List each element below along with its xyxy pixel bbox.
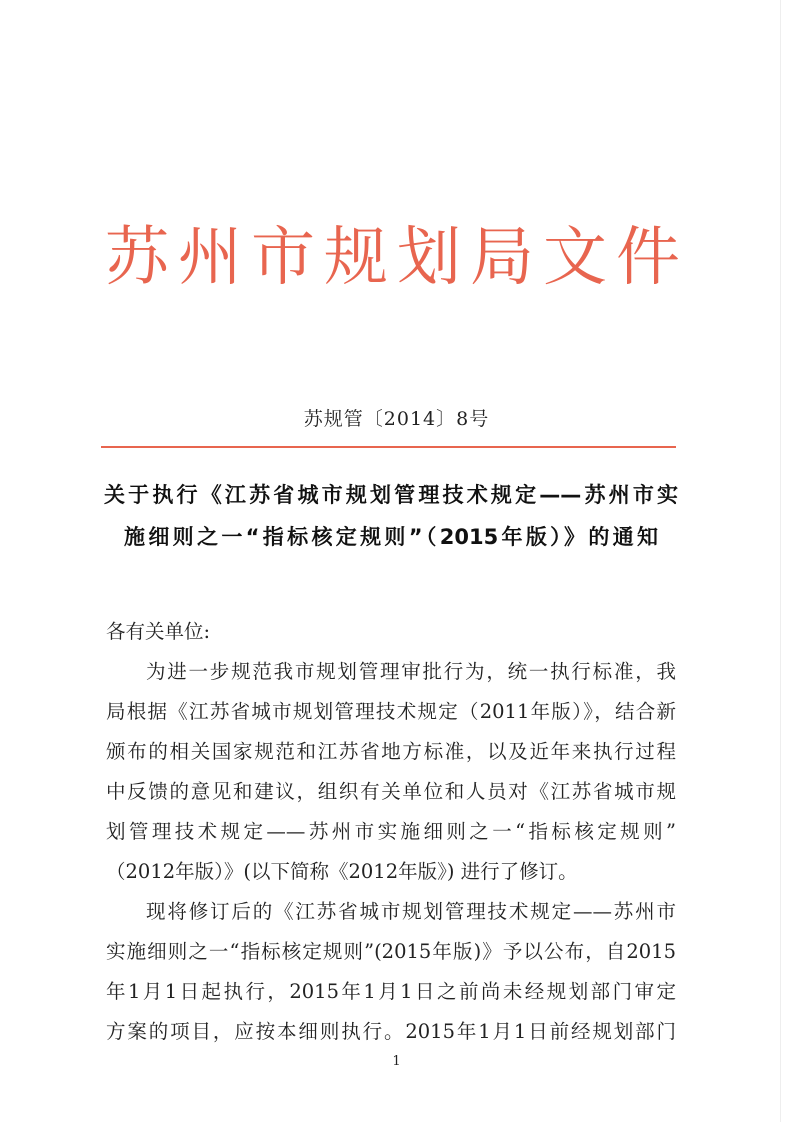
paragraph-line: 方案的项目，应按本细则执行。2015年1月1日前经规划部门 bbox=[106, 1020, 676, 1043]
notice-title-line: 施细则之一“指标核定规则”（2015年版）》的通知 bbox=[124, 525, 658, 549]
salutation: 各有关单位: bbox=[106, 620, 211, 643]
paragraph-line: 为进一步规范我市规划管理审批行为，统一执行标准，我 bbox=[146, 660, 676, 683]
paragraph-line: 现将修订后的《江苏省城市规划管理技术规定——苏州市 bbox=[146, 900, 676, 923]
paragraph-line: 颁布的相关国家规范和江苏省地方标准，以及近年来执行过程 bbox=[106, 740, 676, 763]
page-number: 1 bbox=[392, 1054, 401, 1069]
paragraph-line: （2012年版）》(以下简称《2012年版》) 进行了修订。 bbox=[106, 860, 578, 883]
paragraph-line: 中反馈的意见和建议，组织有关单位和人员对《江苏省城市规 bbox=[106, 780, 676, 803]
paragraph-line: 局根据《江苏省城市规划管理技术规定（2011年版）》，结合新 bbox=[106, 700, 676, 723]
paragraph-line: 划管理技术规定——苏州市实施细则之一“指标核定规则” bbox=[106, 820, 676, 843]
scan-edge bbox=[780, 0, 781, 1122]
paragraph-line: 实施细则之一“指标核定规则”(2015年版)》予以公布，自2015 bbox=[106, 940, 676, 963]
paragraph-line: 年1月1日起执行，2015年1月1日之前尚未经规划部门审定 bbox=[106, 980, 676, 1003]
document-number: 苏规管〔2014〕8号 bbox=[303, 408, 490, 430]
document-header-title: 苏州市规划局文件 bbox=[105, 221, 680, 295]
red-divider bbox=[101, 446, 676, 448]
notice-title-line: 关于执行《江苏省城市规划管理技术规定——苏州市实 bbox=[104, 483, 678, 507]
